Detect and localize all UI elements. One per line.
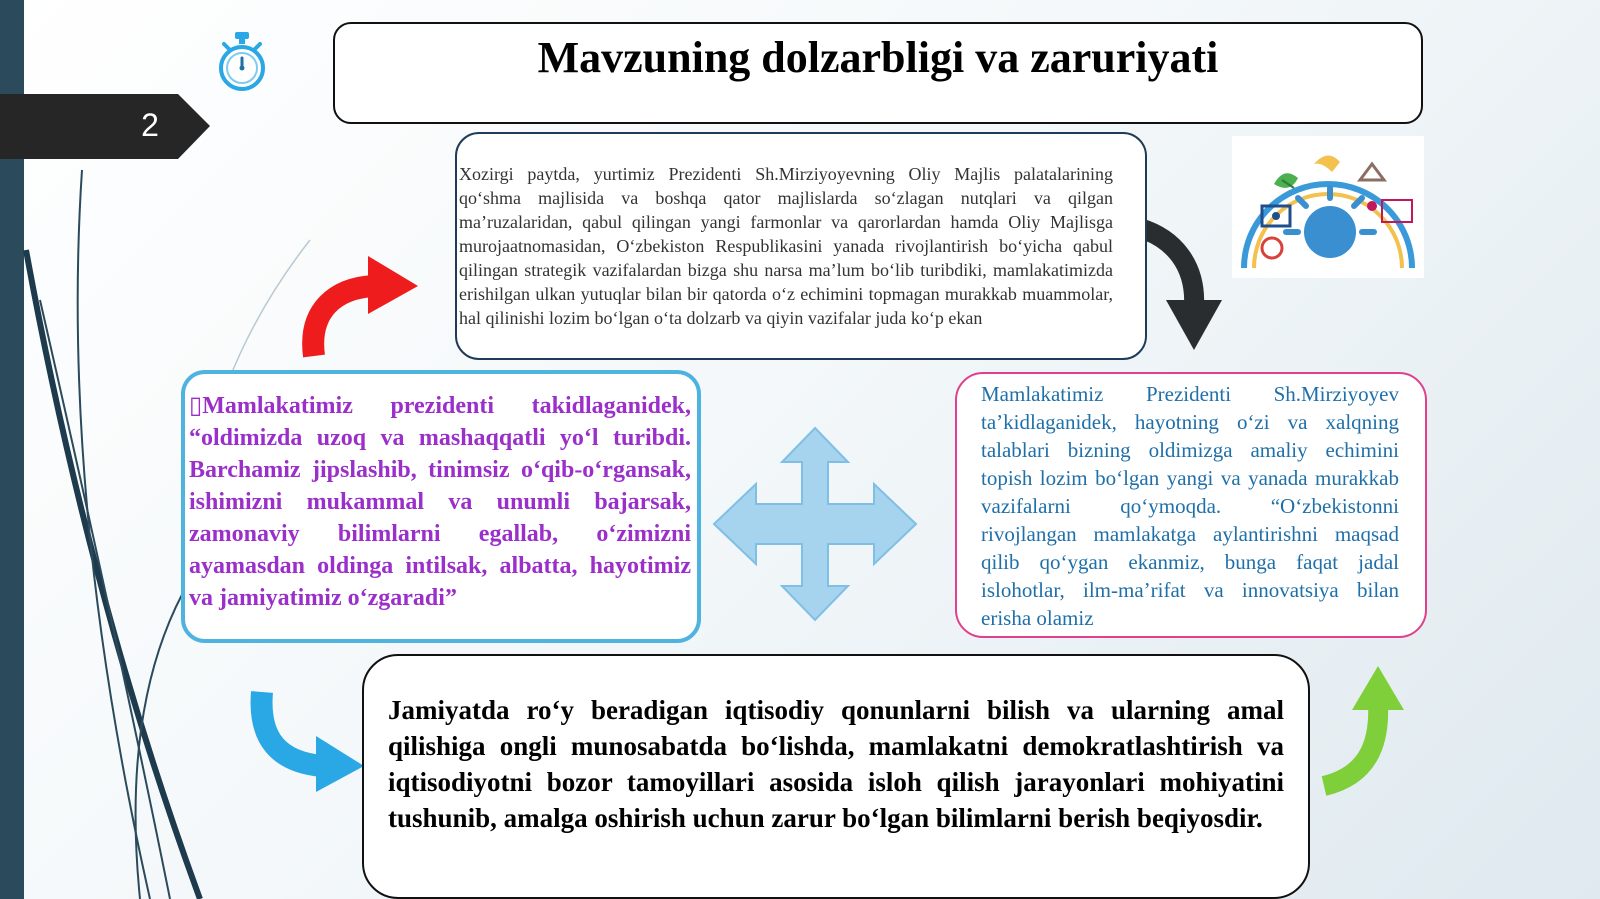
intro-text-box: Xozirgi paytda, yurtimiz Prezidenti Sh.Mirziyoyevning Oliy Majlis palatalarining qo‘shma majlisida va boshqa qator majlislarda so‘zlagan nutqlari va qilgan ma’ruzalaridan, qabul qilingan yangi farmonlar va qarorlardan hamda Oliy Majlisga murojaatnomasidan, O‘zbekiston Respublikasini yanada rivojlantirish bo‘yicha qabul qilingan strategik vazifalardan bizga shu narsa ma’lum bo‘lib turibdiki, mamlakatimizda erishilgan ulkan yutuqlar bilan bir qatorda o‘z echimini topmagan murakkab muammolar, hal qilinishi lozim bo‘lgan o‘ta dolzarb va qiyin vazifalar juda ko‘p ekan (455, 132, 1147, 360)
curved-arrow-green-icon (1318, 664, 1408, 798)
education-collage-icon (1232, 136, 1424, 278)
curved-arrow-blue-icon (250, 690, 366, 794)
president-quote-box: ▯Mamlakatimiz prezidenti takidlaganidek, “oldimizda uzoq va mashaqqatli yo‘l turibdi. Barchamiz jipslashib, tinimsiz o‘qib-o‘rgansak, ishimizni mukammal va unumli bajarsak, zamonaviy bilimlarni egallab, o‘zimizni ayamasdan oldinga intilsak, albatta, hayotimiz va jamiyatimiz o‘zgaradi” (181, 370, 701, 643)
slide-number-tab (0, 94, 210, 159)
curved-arrow-red-icon (300, 250, 422, 358)
stopwatch-icon (216, 30, 268, 94)
president-statement-box: Mamlakatimiz Prezidenti Sh.Mirziyoyev ta’kidlaganidek, hayotning o‘zi va xalqning talablari bizning oldimizga amaliy echimini topish lozim bo‘lgan yangi va yanada murakkab vazifalarni qo‘ymoqda. “O‘zbekistonni rivojlangan mamlakatga aylantirishni maqsad qilib qo‘ygan ekanmiz, bunga faqat jadal islohotlar, ilm-ma’rifat va innovatsiya bilan erisha olamiz (955, 372, 1427, 638)
four-way-arrow-icon (712, 426, 918, 622)
title-box (333, 22, 1423, 124)
conclusion-text-box: Jamiyatda ro‘y beradigan iqtisodiy qonunlarni bilish va ularning amal qilishiga ongli munosabatda bo‘lishda, mamlakatni demokratlashtirish va iqtisodiyotni bozor tamoyillari asosida isloh qilish jarayonlari mohiyatini tushunib, amalga oshirish uchun zarur bo‘lgan bilimlarni berish beqiyosdir. (362, 654, 1310, 899)
slide-number: 2 (141, 107, 159, 143)
slide-title: Mavzuning dolzarbligi va zaruriyati (537, 33, 1219, 82)
